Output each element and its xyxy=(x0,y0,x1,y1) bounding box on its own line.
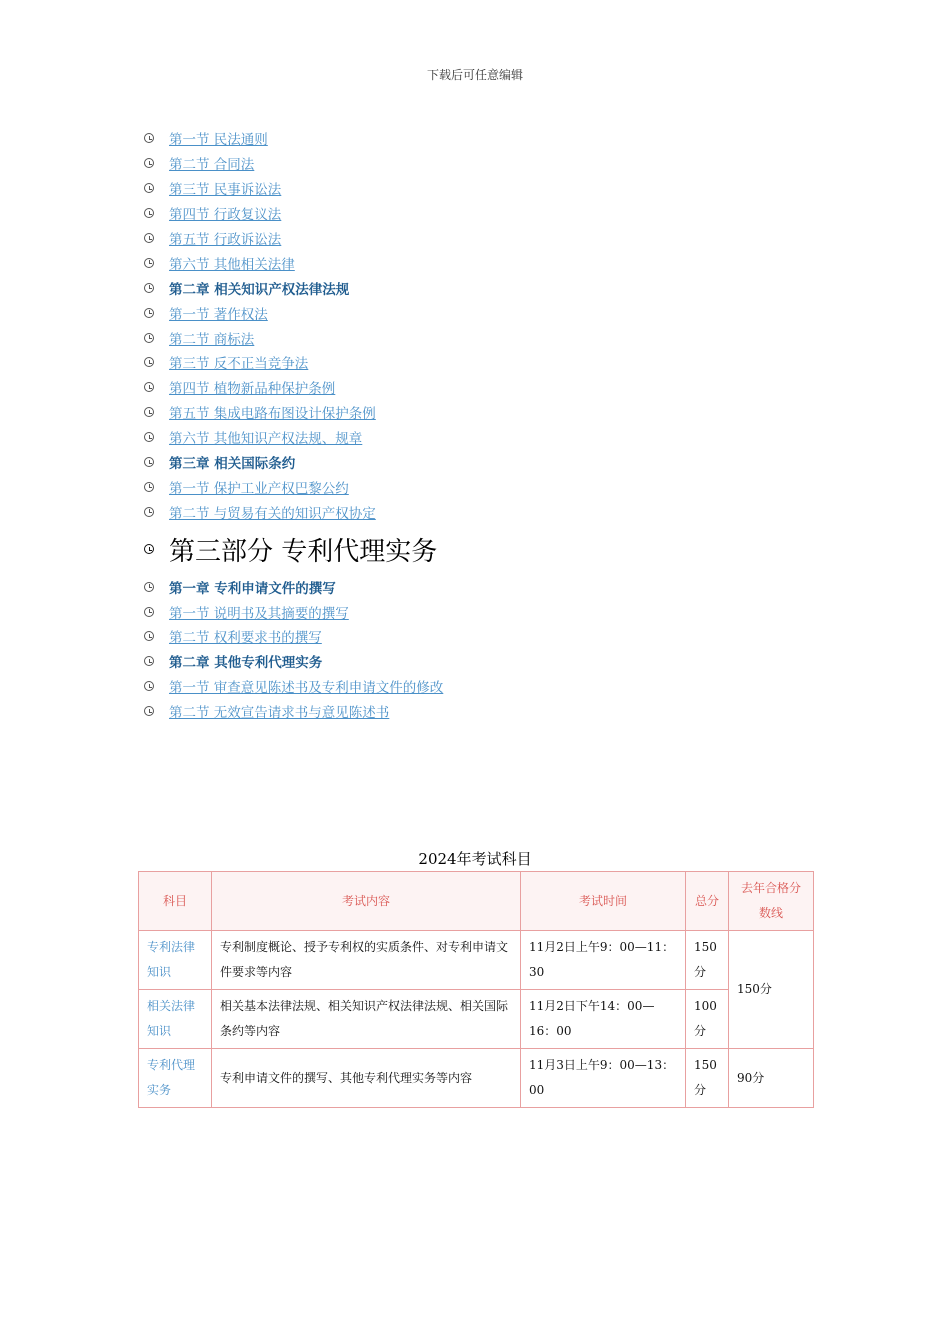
content-cell: 专利制度概论、授予专利权的实质条件、对专利申请文件要求等内容 xyxy=(212,931,521,990)
header-subject: 科目 xyxy=(139,872,212,931)
score-cell: 100分 xyxy=(686,990,729,1049)
clock-icon xyxy=(144,582,154,592)
subject-cell: 专利代理实务 xyxy=(139,1049,212,1108)
toc-section-link[interactable]: 第一节 保护工业产权巴黎公约 xyxy=(169,480,349,497)
clock-icon xyxy=(144,283,154,293)
clock-icon xyxy=(144,233,154,243)
toc-section[interactable] xyxy=(140,250,840,275)
time-cell: 11月2日上午9：00—11：30 xyxy=(521,931,686,990)
clock-icon xyxy=(144,544,154,554)
toc-section[interactable] xyxy=(140,300,840,325)
clock-icon xyxy=(144,432,154,442)
toc-chapter-title: 第二章 其他专利代理实务 xyxy=(169,655,323,672)
table-header-row xyxy=(139,872,814,931)
clock-icon xyxy=(144,208,154,218)
toc-section-link[interactable]: 第六节 其他相关法律 xyxy=(169,256,295,273)
content-cell: 专利申请文件的撰写、其他专利代理实务等内容 xyxy=(212,1049,521,1108)
toc-section[interactable] xyxy=(140,201,840,226)
clock-icon xyxy=(144,457,154,467)
page-header: 下载后可任意编辑 xyxy=(426,68,523,82)
toc-section[interactable] xyxy=(140,674,840,699)
toc-chapter xyxy=(140,450,840,475)
toc-part-title: 第三部分 专利代理实务 xyxy=(169,536,438,567)
exam-table xyxy=(138,871,814,1108)
toc-section[interactable] xyxy=(140,226,840,251)
toc-section-link[interactable]: 第四节 植物新品种保护条例 xyxy=(169,381,336,398)
toc-section-link[interactable]: 第三节 反不正当竞争法 xyxy=(169,356,309,373)
toc-section-link[interactable]: 第一节 民法通则 xyxy=(169,132,268,149)
toc-section[interactable] xyxy=(140,375,840,400)
toc-section[interactable] xyxy=(140,350,840,375)
subject-cell: 相关法律知识 xyxy=(139,990,212,1049)
toc-section-link[interactable]: 第二节 无效宣告请求书与意见陈述书 xyxy=(169,705,390,722)
toc-part xyxy=(140,524,840,574)
table-title: 2024年考试科目 xyxy=(418,850,532,868)
clock-icon xyxy=(144,258,154,268)
toc-section-link[interactable]: 第二节 与贸易有关的知识产权协定 xyxy=(169,505,376,522)
table-of-contents xyxy=(140,126,840,724)
toc-section[interactable] xyxy=(140,425,840,450)
clock-icon xyxy=(144,631,154,641)
time-cell: 11月2日下午14：00—16：00 xyxy=(521,990,686,1049)
toc-section[interactable] xyxy=(140,624,840,649)
header-content: 考试内容 xyxy=(212,872,521,931)
table-row xyxy=(139,990,814,1049)
toc-section[interactable] xyxy=(140,176,840,201)
toc-section-link[interactable]: 第六节 其他知识产权法规、规章 xyxy=(169,431,363,448)
toc-chapter xyxy=(140,574,840,599)
toc-section[interactable] xyxy=(140,151,840,176)
score-cell: 150分 xyxy=(686,1049,729,1108)
subject-cell: 专利法律知识 xyxy=(139,931,212,990)
clock-icon xyxy=(144,507,154,517)
clock-icon xyxy=(144,607,154,617)
toc-section[interactable] xyxy=(140,699,840,724)
clock-icon xyxy=(144,681,154,691)
clock-icon xyxy=(144,407,154,417)
toc-section-link[interactable]: 第二节 商标法 xyxy=(169,331,255,348)
clock-icon xyxy=(144,656,154,666)
toc-chapter-title: 第三章 相关国际条约 xyxy=(169,456,296,473)
toc-chapter xyxy=(140,275,840,300)
passline-cell: 90分 xyxy=(729,1049,814,1108)
toc-section[interactable] xyxy=(140,499,840,524)
toc-section-link[interactable]: 第四节 行政复议法 xyxy=(169,207,282,224)
toc-section[interactable] xyxy=(140,474,840,499)
header-score: 总分 xyxy=(686,872,729,931)
toc-section-link[interactable]: 第一节 说明书及其摘要的撰写 xyxy=(169,605,349,622)
clock-icon xyxy=(144,357,154,367)
clock-icon xyxy=(144,158,154,168)
toc-section[interactable] xyxy=(140,400,840,425)
toc-chapter xyxy=(140,649,840,674)
toc-section[interactable] xyxy=(140,126,840,151)
toc-section[interactable] xyxy=(140,325,840,350)
clock-icon xyxy=(144,482,154,492)
time-cell: 11月3日上午9：00—13：00 xyxy=(521,1049,686,1108)
content-cell: 相关基本法律法规、相关知识产权法律法规、相关国际条约等内容 xyxy=(212,990,521,1049)
clock-icon xyxy=(144,382,154,392)
toc-chapter-title: 第一章 专利申请文件的撰写 xyxy=(169,580,336,597)
toc-section-link[interactable]: 第二节 合同法 xyxy=(169,157,255,174)
table-row xyxy=(139,1049,814,1108)
table-row xyxy=(139,931,814,990)
clock-icon xyxy=(144,133,154,143)
toc-section-link[interactable]: 第三节 民事诉讼法 xyxy=(169,182,282,199)
clock-icon xyxy=(144,183,154,193)
toc-section[interactable] xyxy=(140,599,840,624)
clock-icon xyxy=(144,706,154,716)
score-cell: 150分 xyxy=(686,931,729,990)
header-passline: 去年合格分数线 xyxy=(729,872,814,931)
toc-section-link[interactable]: 第二节 权利要求书的撰写 xyxy=(169,630,322,647)
toc-section-link[interactable]: 第五节 集成电路布图设计保护条例 xyxy=(169,406,376,423)
toc-section-link[interactable]: 第一节 著作权法 xyxy=(169,306,268,323)
toc-section-link[interactable]: 第五节 行政诉讼法 xyxy=(169,232,282,248)
toc-section-link[interactable]: 第一节 审查意见陈述书及专利申请文件的修改 xyxy=(169,680,444,697)
clock-icon xyxy=(144,333,154,343)
passline-cell: 150分 xyxy=(729,931,814,1049)
toc-chapter-title: 第二章 相关知识产权法律法规 xyxy=(169,281,350,298)
header-time: 考试时间 xyxy=(521,872,686,931)
clock-icon xyxy=(144,308,154,318)
